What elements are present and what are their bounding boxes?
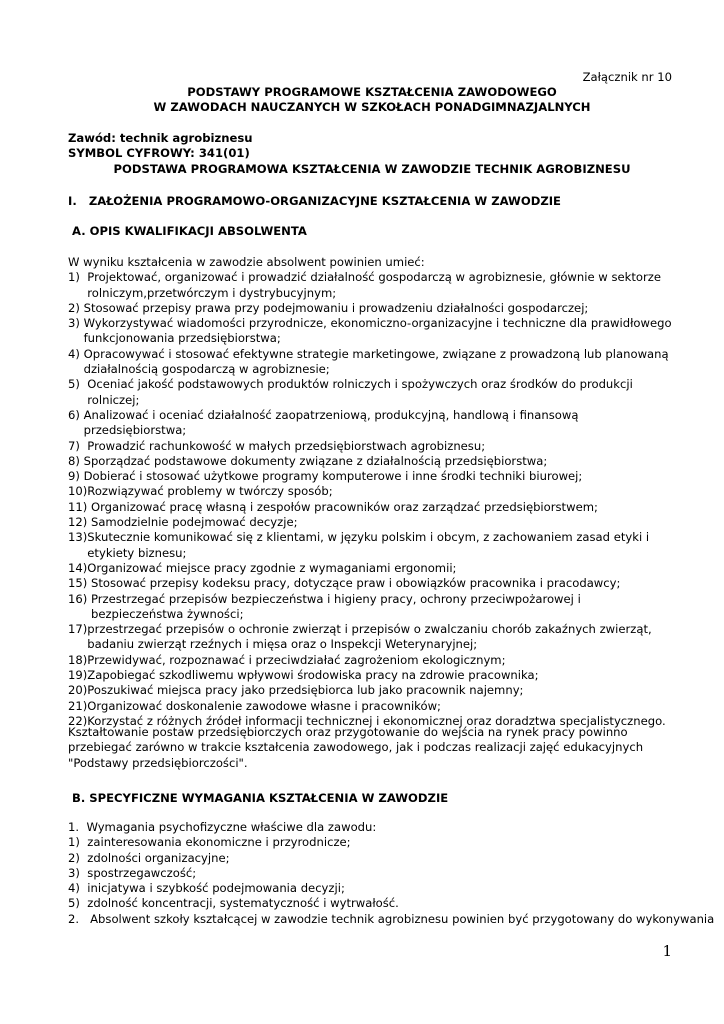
profession-header bbox=[68, 131, 676, 177]
point-2 bbox=[68, 911, 715, 927]
item-number: 11) bbox=[68, 499, 91, 514]
item-number: 5) bbox=[68, 896, 88, 911]
item-number: 2) bbox=[68, 300, 84, 315]
list-item bbox=[68, 881, 676, 896]
item-number: 9) bbox=[68, 469, 84, 484]
list-item bbox=[68, 561, 676, 576]
section-b-heading: B. SPECYFICZNE WYMAGANIA KSZTAŁCENIA W ZAWODZIE bbox=[72, 791, 449, 805]
list-item bbox=[68, 592, 676, 623]
item-number: 5) bbox=[68, 377, 88, 392]
title-line-1: PODSTAWY PROGRAMOWE KSZTAŁCENIA ZAWODOWEGO bbox=[187, 85, 557, 99]
item-text: Organizować miejsce pracy zgodnie z wymaganiami ergonomii; bbox=[87, 560, 457, 575]
list-item bbox=[68, 530, 676, 561]
item-number: 22) bbox=[68, 713, 88, 728]
item-text: Organizować doskonalenie zawodowe własne i pracowników; bbox=[87, 698, 441, 713]
item-number: 1) bbox=[68, 270, 88, 285]
list-item bbox=[68, 439, 676, 454]
item-text: Organizować pracę własną i zespołów pracowników oraz zarządzać przedsiębiorstwem; bbox=[90, 499, 598, 514]
list-item bbox=[68, 866, 676, 881]
section-a-heading: A. OPIS KWALIFIKACJI ABSOLWENTA bbox=[72, 224, 307, 238]
list-item bbox=[68, 851, 676, 866]
list-item bbox=[68, 699, 676, 714]
item-text: Absolwent szkoły kształcącej w zawodzie technik agrobiznesu powinien być przygotowany do wykonywania bbox=[90, 911, 715, 926]
item-text: Sporządzać podstawowe dokumenty związane z działalnością przedsiębiorstwa; bbox=[83, 453, 548, 468]
item-text: Dobierać i stosować użytkowe programy komputerowe i inne środki techniki biurowej; bbox=[83, 469, 583, 484]
subtitle: PODSTAWA PROGRAMOWA KSZTAŁCENIA W ZAWODZIE TECHNIK AGROBIZNESU bbox=[113, 161, 631, 176]
item-number: 1. bbox=[68, 820, 87, 834]
item-text: Stosować przepisy kodeksu pracy, dotyczące praw i obowiązków pracownika i pracodawcy; bbox=[90, 576, 621, 591]
item-text: Przestrzegać przepisów bezpieczeństwa i higieny pracy, ochrony przeciwpożarowej i bezpieczeństwa żywności; bbox=[90, 591, 581, 621]
item-number: 20) bbox=[68, 683, 88, 698]
item-text: zainteresowania ekonomiczne i przyrodnicze; bbox=[87, 835, 351, 850]
item-number: 2. bbox=[68, 911, 91, 926]
item-text: Wykorzystywać wiadomości przyrodnicze, ekonomiczno-organizacyjne i techniczne dla prawidłowego funkcjonowania przedsiębiorstwa; bbox=[83, 316, 672, 346]
list-item bbox=[68, 408, 676, 439]
item-text: spostrzegawczość; bbox=[87, 865, 197, 880]
item-text: Korzystać z różnych źródeł informacji technicznej i ekonomicznej oraz doradztwa specjalistycznego. bbox=[87, 713, 666, 728]
requirements-intro bbox=[68, 820, 676, 835]
item-text: Wymagania psychofizyczne właściwe dla zawodu: bbox=[86, 820, 377, 834]
list-item bbox=[68, 911, 715, 927]
list-item bbox=[68, 270, 676, 301]
list-item bbox=[68, 484, 676, 499]
skills-list bbox=[68, 270, 676, 729]
list-item bbox=[68, 301, 676, 316]
item-number: 19) bbox=[68, 668, 88, 683]
item-number: 18) bbox=[68, 652, 88, 667]
list-item bbox=[68, 454, 676, 469]
item-number: 3) bbox=[68, 316, 84, 331]
item-number: 6) bbox=[68, 407, 84, 422]
item-number: 3) bbox=[68, 865, 88, 880]
item-number: 2) bbox=[68, 850, 88, 865]
annex-label: Załącznik nr 10 bbox=[582, 70, 672, 84]
list-item bbox=[68, 377, 676, 408]
list-item bbox=[68, 668, 676, 683]
requirements-list bbox=[68, 835, 676, 911]
summary-paragraph bbox=[68, 725, 676, 771]
list-item bbox=[68, 896, 676, 911]
list-item bbox=[68, 515, 676, 530]
section-1-heading: I. ZAŁOŻENIA PROGRAMOWO-ORGANIZACYJNE KSZTAŁCENIA W ZAWODZIE bbox=[68, 194, 561, 208]
item-text: Skutecznie komunikować się z klientami, w języku polskim i obcym, z zachowaniem zasad etyki i etykiety biznesu; bbox=[87, 530, 650, 560]
item-number: 15) bbox=[68, 576, 91, 591]
skills-intro: W wyniku kształcenia w zawodzie absolwent powinien umieć: bbox=[68, 255, 425, 269]
item-text: Oceniać jakość podstawowych produktów rolniczych i spożywczych oraz środków do produkcji rolniczej; bbox=[87, 377, 633, 407]
item-text: Projektować, organizować i prowadzić działalność gospodarczą w agrobiznesie, głównie w sektorze rolniczym,przetwórczym i dystrybucyjnym; bbox=[87, 270, 661, 300]
profession: Zawód: technik agrobiznesu bbox=[68, 131, 253, 145]
list-item bbox=[68, 500, 676, 515]
item-number: 21) bbox=[68, 698, 88, 713]
list-item bbox=[68, 683, 676, 698]
item-text: Analizować i oceniać działalność zaopatrzeniową, produkcyjną, handlową i finansową przedsiębiorstwa; bbox=[83, 407, 579, 438]
item-text: Opracowywać i stosować efektywne strategie marketingowe, związane z prowadzoną lub planowaną działalnością gospodarczą w agrobiznesie; bbox=[83, 346, 669, 377]
list-item bbox=[68, 576, 676, 591]
item-text: zdolności organizacyjne; bbox=[87, 850, 230, 865]
title-line-2: W ZAWODACH NAUCZANYCH W SZKOŁACH PONADGIMNAZJALNYCH bbox=[153, 100, 591, 115]
summary-text: Kształtowanie postaw przedsiębiorczych oraz przygotowanie do wejścia na rynek pracy powinno przebiegać zarówno w trakcie kształcenia zawodowego, jak i podczas realizacji zajęć edukacyjnych "Podstawy przedsiębiorczości". bbox=[68, 725, 644, 770]
symbol-code: SYMBOL CYFROWY: 341(01) bbox=[68, 146, 250, 161]
list-item bbox=[68, 820, 676, 835]
item-number: 4) bbox=[68, 346, 84, 361]
item-text: Samodzielnie podejmować decyzje; bbox=[90, 515, 298, 530]
item-text: inicjatywa i szybkość podejmowania decyzji; bbox=[87, 881, 345, 896]
page-number: 1 bbox=[662, 942, 672, 960]
item-text: zdolność koncentracji, systematyczność i wytrwałość. bbox=[87, 896, 399, 911]
item-number: 8) bbox=[68, 453, 84, 468]
list-item bbox=[68, 347, 676, 378]
item-number: 17) bbox=[68, 622, 88, 637]
item-text: Zapobiegać szkodliwemu wpływowi środowiska pracy na zdrowie pracownika; bbox=[87, 668, 539, 683]
item-text: przestrzegać przepisów o ochronie zwierząt i przepisów o zwalczaniu chorób zakaźnych zwierząt, badaniu zwierząt rzeźnych i mięsa oraz o Inspekcji Weterynaryjnej; bbox=[87, 622, 652, 652]
item-number: 10) bbox=[68, 484, 88, 499]
item-text: Prowadzić rachunkowość w małych przedsiębiorstwach agrobiznesu; bbox=[87, 438, 486, 453]
item-number: 14) bbox=[68, 560, 88, 575]
item-number: 16) bbox=[68, 591, 91, 606]
item-number: 7) bbox=[68, 438, 88, 453]
item-text: Przewidywać, rozpoznawać i przeciwdziałać zagrożeniom ekologicznym; bbox=[87, 652, 506, 667]
skills-section bbox=[68, 255, 676, 729]
item-number: 1) bbox=[68, 835, 88, 850]
list-item bbox=[68, 622, 676, 653]
list-item bbox=[68, 653, 676, 668]
item-number: 4) bbox=[68, 881, 88, 896]
item-number: 13) bbox=[68, 530, 88, 545]
item-text: Rozwiązywać problemy w twórczy sposób; bbox=[87, 484, 333, 499]
item-text: Poszukiwać miejsca pracy jako przedsiębiorca lub jako pracownik najemny; bbox=[87, 683, 524, 698]
item-text: Stosować przepisy prawa przy podejmowaniu i prowadzeniu działalności gospodarczej; bbox=[83, 300, 589, 315]
document-title bbox=[68, 85, 676, 116]
item-number: 12) bbox=[68, 515, 91, 530]
list-item bbox=[68, 835, 676, 850]
list-item bbox=[68, 316, 676, 347]
requirements-section bbox=[68, 820, 715, 927]
list-item bbox=[68, 469, 676, 484]
